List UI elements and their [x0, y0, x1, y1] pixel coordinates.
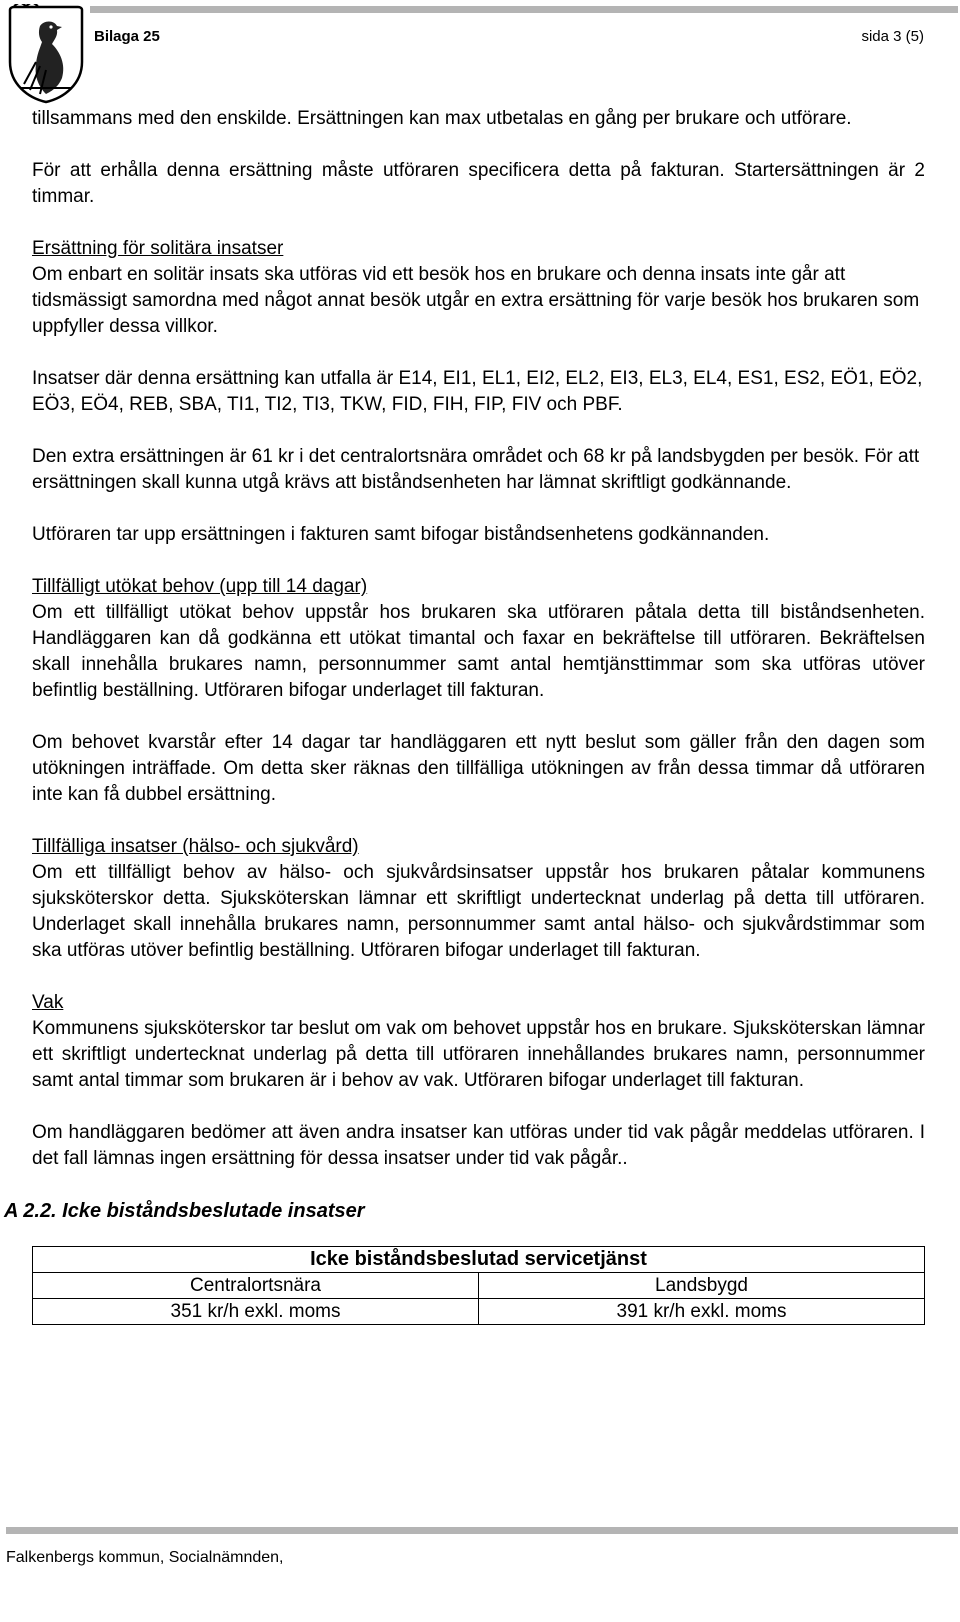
section-heading: Tillfälliga insatser (hälso- och sjukvård)	[32, 836, 359, 857]
municipal-coat-of-arms-falcon-icon	[6, 4, 86, 104]
section-temporary-increase	[32, 574, 925, 704]
page-footer	[0, 1525, 960, 1622]
attachment-label: Bilaga 25	[94, 28, 160, 45]
section-temporary-care	[32, 834, 925, 964]
paragraph: Om behovet kvarstår efter 14 dagar tar handläggaren ett nytt beslut som gäller från den dagen som utökningen inträffade. Om detta sker räknas den tillfälliga utökningen av från dessa timmar då utföraren inte kan få dubbel ersättning.	[32, 732, 925, 805]
table-header-cell: Centralortsnära	[33, 1273, 479, 1299]
footer-text: Falkenbergs kommun, Socialnämnden,	[6, 1549, 284, 1566]
paragraph: Om handläggaren bedömer att även andra insatser kan utföras under tid vak pågår meddelas utföraren. I det fall lämnas ingen ersättning för dessa insatser under tid vak pågår..	[32, 1122, 925, 1169]
table-row	[33, 1273, 925, 1299]
page-header	[0, 0, 960, 110]
header-rule	[90, 6, 958, 13]
section-heading: Ersättning för solitära insatser	[32, 238, 284, 259]
page-number: sida 3 (5)	[861, 28, 924, 45]
section-body: Om ett tillfälligt behov av hälso- och sjukvårdsinsatser uppstår hos brukaren påtalar kommunens sjuksköterskor detta. Sjuksköterskan lämnar ett skriftligt undertecknat underlag på detta till utföraren. Underlaget skall innehålla brukares namn, personnummer samt antal hälso- och sjukvårdstimmar som ska utföras utöver befintlig beställning. Utföraren bifogar underlaget till fakturan.	[32, 862, 925, 961]
paragraph: Insatser där denna ersättning kan utfalla är E14, EI1, EL1, EI2, EL2, EI3, EL3, EL4, ES1, ES2, EÖ1, EÖ2, EÖ3, EÖ4, REB, SBA, TI1, TI2, TI3, TKW, FID, FIH, FIP, FIV och PBF.	[32, 368, 923, 415]
chapter-heading: A 2.2. Icke biståndsbeslutade insatser	[4, 1200, 365, 1222]
table-cell: 351 kr/h exkl. moms	[33, 1299, 479, 1325]
section-body: Om ett tillfälligt utökat behov uppstår hos brukaren ska utföraren påtala detta till biståndsenheten. Handläggaren kan då godkänna ett utökat timantal och faxar en bekräftelse till utföraren. Bekräftelsen skall innehålla brukares namn, personnummer samt antal hemtjänsttimmar som ska utföras utöver befintlig beställning. Utföraren bifogar underlaget till fakturan.	[32, 602, 925, 701]
section-heading: Tillfälligt utökat behov (upp till 14 dagar)	[32, 576, 368, 597]
table-row	[33, 1299, 925, 1325]
paragraph: För att erhålla denna ersättning måste utföraren specificera detta på fakturan. Startersättningen är 2 timmar.	[32, 160, 925, 207]
section-solitary	[32, 236, 925, 340]
table-cell: 391 kr/h exkl. moms	[479, 1299, 925, 1325]
table-title: Icke biståndsbeslutad servicetjänst	[33, 1247, 925, 1273]
header-bar	[90, 6, 958, 45]
paragraph: tillsammans med den enskilde. Ersättningen kan max utbetalas en gång per brukare och utförare.	[32, 108, 852, 129]
paragraph: Utföraren tar upp ersättningen i fakturen samt bifogar biståndsenhetens godkännanden.	[32, 524, 770, 545]
section-vak	[32, 990, 925, 1094]
table-header-cell: Landsbygd	[479, 1273, 925, 1299]
footer-rule	[6, 1527, 958, 1534]
section-heading: Vak	[32, 992, 64, 1013]
section-body: Om enbart en solitär insats ska utföras vid ett besök hos en brukare och denna insats inte går att tidsmässigt samordna med något annat besök utgår en extra ersättning för varje besök hos brukaren som uppfyller dessa villkor.	[32, 264, 920, 337]
service-rate-table	[32, 1246, 925, 1325]
table-row	[33, 1247, 925, 1273]
section-body: Kommunens sjuksköterskor tar beslut om vak om behovet uppstår hos en brukare. Sjuksköterskan lämnar ett skriftligt undertecknat underlag på detta till utföraren innehållandes brukares namn, personnummer samt antal timmar som brukaren är i behov av vak. Utföraren bifogar underlaget till fakturan.	[32, 1018, 925, 1091]
paragraph: Den extra ersättningen är 61 kr i det centralortsnära området och 68 kr på landsbygden per besök. För att ersättningen skall kunna utgå krävs att biståndsenheten har lämnat skriftligt godkännande.	[32, 446, 920, 493]
document-body	[4, 106, 925, 1325]
